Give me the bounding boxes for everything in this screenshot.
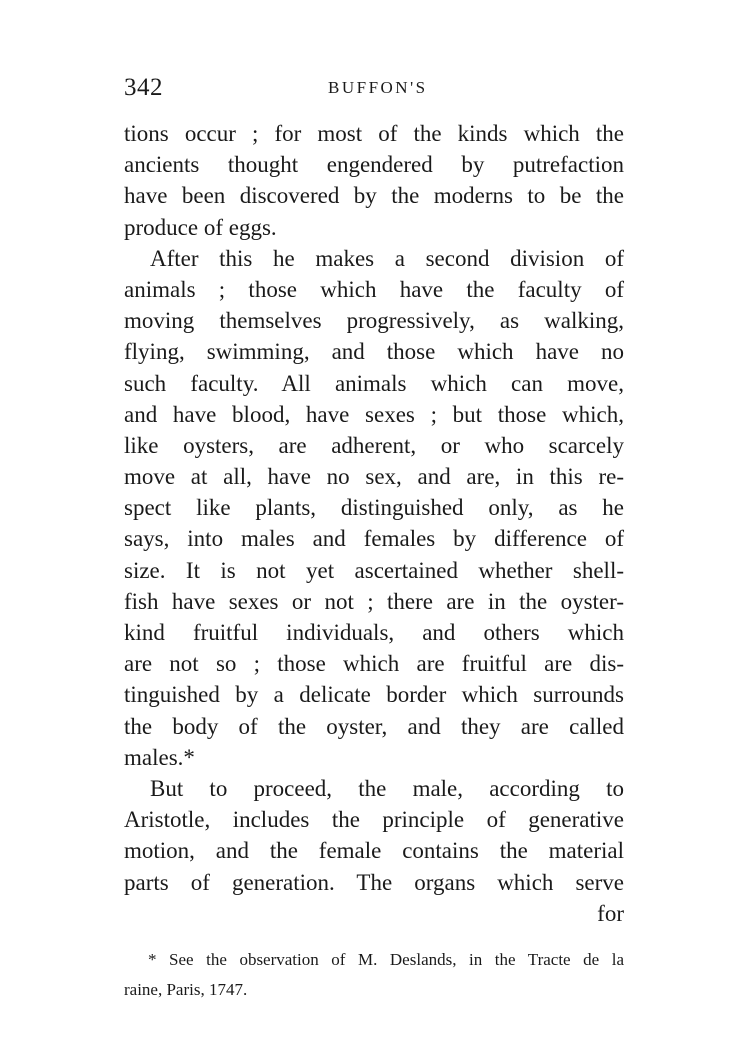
text-line: fish have sexes or not ; there are in the oyster- [124,588,624,614]
text-line: But to proceed, the male, according to [150,775,624,801]
text-line: kind fruitful individuals, and others which [124,620,624,645]
text-line: size. It is not yet ascertained whether shell- [124,557,624,583]
running-head: BUFFON'S [328,78,428,97]
footnote-line: * See the observation of M. Deslands, in the Tracte de la [148,950,624,969]
text-line: says, into males and females by difference of [124,526,624,552]
text-line: like oysters, are adherent, or who scarcely [124,432,624,458]
footnote-line: raine, Paris, 1747. [124,980,248,999]
text-line: produce of eggs. [124,214,277,240]
catchword: for [597,900,624,926]
text-line: animals ; those which have the faculty of [124,276,624,302]
body-text [124,118,624,929]
text-line: parts of generation. The organs which serve [124,869,624,895]
text-line: such faculty. All animals which can move, [124,370,624,396]
text-line: the body of the oyster, and they are called [124,713,624,739]
text-line: moving themselves progressively, as walking, [124,308,624,334]
text-line: tions occur ; for most of the kinds which the [124,121,624,146]
text-line: After this he makes a second division of [150,245,624,271]
text-line: tinguished by a delicate border which surrounds [124,682,624,708]
text-line: have been discovered by the moderns to be the [124,183,624,209]
text-line: spect like plants, distinguished only, as he [124,495,624,521]
text-line: Aristotle, includes the principle of generative [124,807,624,833]
text-line: flying, swimming, and those which have no [124,339,624,365]
page-header [124,74,624,104]
text-line: are not so ; those which are fruitful are dis- [124,651,624,677]
text-line: and have blood, have sexes ; but those which, [124,401,624,427]
text-line: move at all, have no sex, and are, in this re- [124,464,624,490]
text-line: motion, and the female contains the material [124,838,624,864]
text-line: males.* [124,744,195,770]
page-number: 342 [124,74,163,101]
footnote [124,945,624,1005]
text-line: ancients thought engendered by putrefaction [124,152,624,178]
